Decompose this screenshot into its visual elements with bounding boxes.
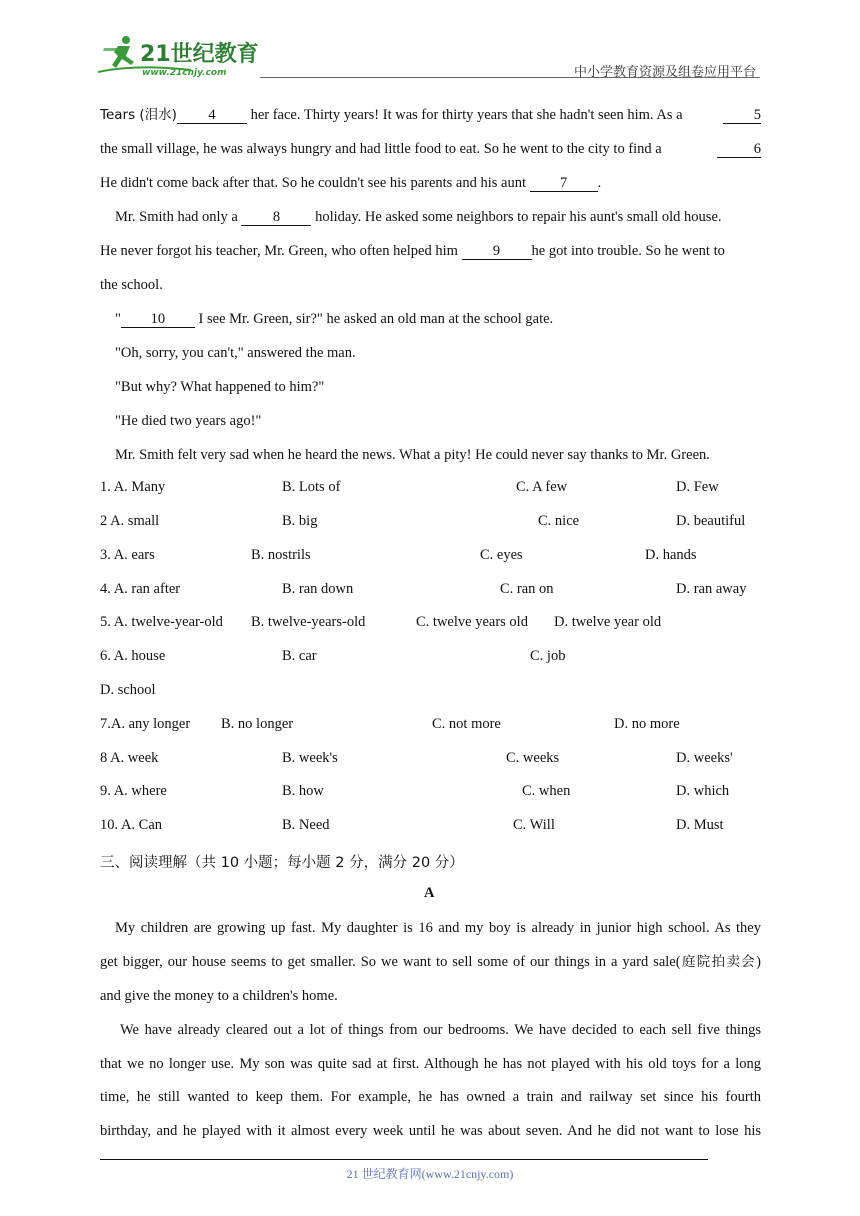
passage-line-2: the small village, he was always hungry and had little food to eat. So he went to the city to find a 6	[100, 141, 761, 157]
header-divider	[260, 77, 760, 78]
blank-6: 6	[717, 142, 761, 158]
runner-icon	[103, 36, 134, 68]
footer-divider	[100, 1159, 708, 1160]
passage-line-6: the school.	[100, 277, 163, 293]
passage-line-9: "But why? What happened to him?"	[115, 379, 325, 395]
blank-7: 7	[530, 176, 598, 192]
passage-label: A	[424, 885, 435, 901]
passage-line-4: Mr. Smith had only a 8 holiday. He asked some neighbors to repair his aunt's small old house.	[115, 209, 722, 225]
section-heading: 三、阅读理解（共 10 小题；每小题 2 分，满分 20 分）	[100, 855, 464, 871]
passage-line-5: He never forgot his teacher, Mr. Green, who often helped him 9 he got into trouble. So he went to	[100, 243, 725, 259]
document-page: 21世纪教育 www.21cnjy.com 中小学教育资源及组卷应用平台 Tears (泪水) 4 her face. Thirty years! It was for thirty years that she hadn't seen him. As a 5 the small village, he was always hungry and had little food to eat. So he went to the city to find a 6 He didn't come back after that. So he couldn't see his parents and his aunt 7 . Mr. Smith had only a 8 holiday. He asked some neighbors to repair his aunt's small old house. He never forgot his teacher, Mr. Green, who often helped him 9 he got into trouble. So he went to the school. " 10 I see Mr. Green, sir?" he asked an old man at the school gate. "Oh, sorry, you can't," answered the man. "But why? What happened to him?" "He died two years ago!" Mr. Smith felt very sad when he heard the news. What a pity! He could never say thanks to Mr. Green. 1. A. Many B. Lots of C. A few D. Few 2 A. small B. big C. nice D. beautiful 3. A. ears B. nostrils C. eyes D. hands 4. A. ran after B. ran down C. ran on D. ran away 5. A. twelve-year-old B. twelve-years-old C. twelve years old D. twelve year old 6. A. house B. car C. job D. school 7.A. any longer B. no longer C. not more D. no more 8 A. week B. week's C. weeks D. weeks' 9. A. where B. how C. when D. which 10. A. Can B. Need C. Will D. Must 三、阅读理解（共 10 小题；每小题 2 分，满分 20 分） A My children are growing up fast. My daughter is 16 and my boy is already in junior high school. As they get bigger, our house seems to get smaller. So we want to sell some of our things in a yard sale(庭院拍卖会) and give the money to a children's home. We have already cleared out a lot of things from our bedrooms. We have decided to each sell five things that we no longer use. My son was quite sad at first. Although he has not played with his old toys for a long time, he still wanted to keep them. For example, he has owned a train and railway set since his fourth birthday, and he played with it almost every week until he was about seven. And he did not want to lose his 21 世纪教育网(www.21cnjy.com)	[0, 0, 860, 1216]
passage-line-8: "Oh, sorry, you can't," answered the man.	[115, 345, 356, 361]
logo-21cnjy	[96, 34, 261, 78]
blank-5: 5	[723, 108, 761, 124]
svg-text:www.21cnjy.com: www.21cnjy.com	[142, 68, 227, 78]
passage-line-7: " 10 I see Mr. Green, sir?" he asked an old man at the school gate.	[115, 311, 554, 327]
page-header	[0, 0, 860, 80]
passage-line-11: Mr. Smith felt very sad when he heard the news. What a pity! He could never say thanks to Mr. Green.	[115, 447, 710, 463]
svg-text:21世纪教育: 21世纪教育	[140, 42, 259, 67]
blank-4: 4	[177, 108, 247, 124]
page-footer[interactable]: 21 世纪教育网(www.21cnjy.com)	[346, 1167, 514, 1181]
header-site-name: 中小学教育资源及组卷应用平台	[573, 65, 756, 80]
passage-line-10: "He died two years ago!"	[115, 413, 262, 429]
passage-line-1: Tears (泪水) 4 her face. Thirty years! It was for thirty years that she hadn't seen him. As a 5	[100, 107, 761, 123]
blank-8: 8	[241, 210, 311, 226]
blank-9: 9	[462, 244, 532, 260]
blank-10: 10	[121, 312, 195, 328]
passage-line-3: He didn't come back after that. So he couldn't see his parents and his aunt 7 .	[100, 175, 602, 191]
